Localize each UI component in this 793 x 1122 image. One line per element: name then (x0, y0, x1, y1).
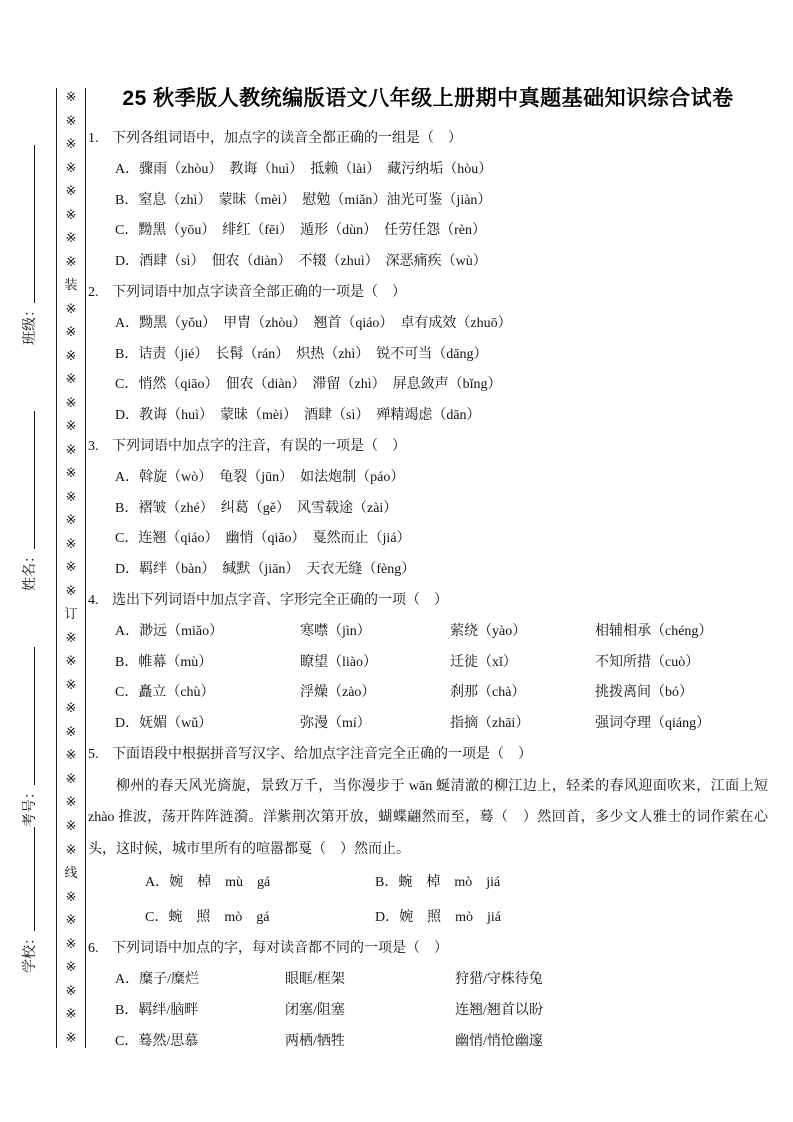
question-4 (88, 586, 768, 740)
exam-number-blank (33, 647, 35, 785)
question-5-options-row-2 (88, 902, 768, 935)
question-1-option-a: A．骤雨（zhòu） 教诲（huì） 抵赖（lài） 藏污纳垢（hòu） (115, 161, 493, 177)
question-5-options-row-1 (88, 867, 768, 900)
question-1-option-d: D．酒肆（sì） 佃农（diàn） 不辍（zhuì） 深恶痛疾（wù） (115, 254, 487, 270)
question-4-stem: 4. 选出下列词语中加点字音、字形完全正确的一项（ ） (88, 586, 768, 617)
question-4-option-b: B．帷幕（mù） 瞭望（liào） 迁徙（xǐ） 不知所措（cuò） (115, 654, 700, 670)
binding-rule-left (56, 88, 57, 1048)
question-2-option-b: B．诘责（jié） 长髯（rán） 炽热（zhì） 锐不可当（dāng） (115, 346, 488, 362)
question-1 (88, 124, 768, 278)
question-5-stem: 5. 下面语段中根据拼音写汉字、给加点字注音完全正确的一项是（ ） (88, 740, 768, 771)
question-2-number: 2. (88, 284, 99, 300)
question-5 (88, 740, 768, 934)
school-field (9, 827, 39, 973)
question-3-option-d: D．羁绊（bàn） 缄默（jiān） 天衣无缝（fèng） (115, 562, 416, 578)
question-3-number: 3. (88, 438, 99, 454)
question-4-option-a: A．渺远（miǎo） 寒噤（jìn） 萦绕（yào） 相辅相承（chéng） (115, 623, 713, 639)
question-3 (88, 432, 768, 586)
question-2-option-a: A．黝黑（yǒu） 甲胄（zhòu） 翘首（qiáo） 卓有成效（zhuō） (115, 315, 512, 331)
question-3-option-c: C．连翘（qiáo） 幽悄（qiǎo） 戛然而止（jiá） (115, 531, 411, 547)
question-5-option-b: B．蜿 棹 mò jiá (375, 875, 501, 891)
question-6-option-b: B．羁绊/脑畔 闭塞/阻塞 连翘/翘首以盼 (115, 1002, 543, 1018)
question-4-option-c: C．矗立（chù） 浮燥（zào） 刹那（chà） 挑拨离间（bó） (115, 685, 693, 701)
exam-number-label: 考号： (23, 785, 38, 827)
binding-rule-right (85, 88, 86, 1048)
page-title: 25 秋季版人教统编版语文八年级上册期中真题基础知识综合试卷 (122, 87, 734, 110)
school-blank (33, 827, 35, 931)
question-1-number: 1. (88, 131, 99, 146)
class-blank (33, 145, 35, 303)
question-5-passage: 柳州的春天风光旖旎，景致万千，当你漫步于 wān 蜒清澈的柳江边上，轻柔的春风迎面吹来，江面上短 zhào 推波，荡开阵阵涟漪。洋紫荆次第开放，蝴蝶翩然而至，蓦（ ）然回首，多少文人雅士的词作萦在心头，这时候，城市里所有的喧嚣都戛（ ）然而止。 (88, 778, 768, 857)
question-2 (88, 278, 768, 432)
question-2-stem: 2. 下列词语中加点字读音全部正确的一项是（ ） (88, 278, 768, 309)
question-2-option-c: C．悄然（qiāo） 佃农（diàn） 滞留（zhì） 屏息敛声（bǐng） (115, 377, 502, 393)
name-blank (33, 411, 35, 549)
question-2-option-d: D．教诲（huì） 蒙昧（mèi） 酒肆（sì） 殚精竭虑（dān） (115, 408, 481, 424)
question-6-option-c: C．蓦然/思慕 两栖/牺牲 幽悄/悄怆幽邃 (115, 1033, 543, 1049)
binding-line: ※ ※ ※ ※ ※ ※ ※ ※ 装 ※ ※ ※ ※ ※ ※ ※ ※ ※ ※ ※ ※ ※ 订 ※ ※ ※ ※ ※ ※ ※ ※ ※ ※ 线 ※ ※ ※ ※ ※ ※ ※ (64, 89, 78, 1045)
question-6-option-a: A．糜子/糜烂 眼眶/框架 狩猎/守株待兔 (115, 972, 543, 988)
question-3-option-a: A．斡旋（wò） 龟裂（jūn） 如法炮制（páo） (115, 469, 405, 485)
class-label: 班级： (23, 303, 38, 345)
question-5-option-c: C．蜿 照 mò gá (145, 909, 270, 925)
question-1-option-b: B．窒息（zhì） 蒙昧（mèi） 慰勉（miǎn）油光可鉴（jiàn） (115, 192, 492, 208)
question-5-option-d: D．婉 照 mò jiá (375, 909, 501, 925)
exam-content (88, 82, 768, 1057)
school-label: 学校： (23, 931, 38, 973)
question-1-option-c: C．黝黑（yōu） 绯红（fēi） 遁形（dùn） 任劳任怨（rèn） (115, 223, 486, 239)
question-5-option-a: A．婉 棹 mù gá (145, 875, 271, 891)
class-field (9, 145, 39, 345)
question-5-number: 5. (88, 746, 99, 762)
question-6 (88, 934, 768, 1057)
question-1-stem: 1. 下列各组词语中，加点字的读音全都正确的一组是（ ） (88, 124, 768, 155)
question-4-number: 4. (88, 592, 99, 608)
question-4-option-d: D．妩媚（wǔ） 弥漫（mí） 指摘（zhāi） 强词夺理（qiáng） (115, 716, 711, 732)
exam-number-field (9, 647, 39, 827)
question-3-stem: 3. 下列词语中加点字的注音，有误的一项是（ ） (88, 432, 768, 463)
name-label: 姓名： (23, 549, 38, 591)
name-field (9, 411, 39, 591)
question-6-stem: 6. 下列词语中加点的字，每对读音都不同的一项是（ ） (88, 934, 768, 965)
question-3-option-b: B．褶皱（zhé） 纠葛（gě） 风雪载途（zài） (115, 500, 398, 516)
question-6-number: 6. (88, 941, 99, 957)
